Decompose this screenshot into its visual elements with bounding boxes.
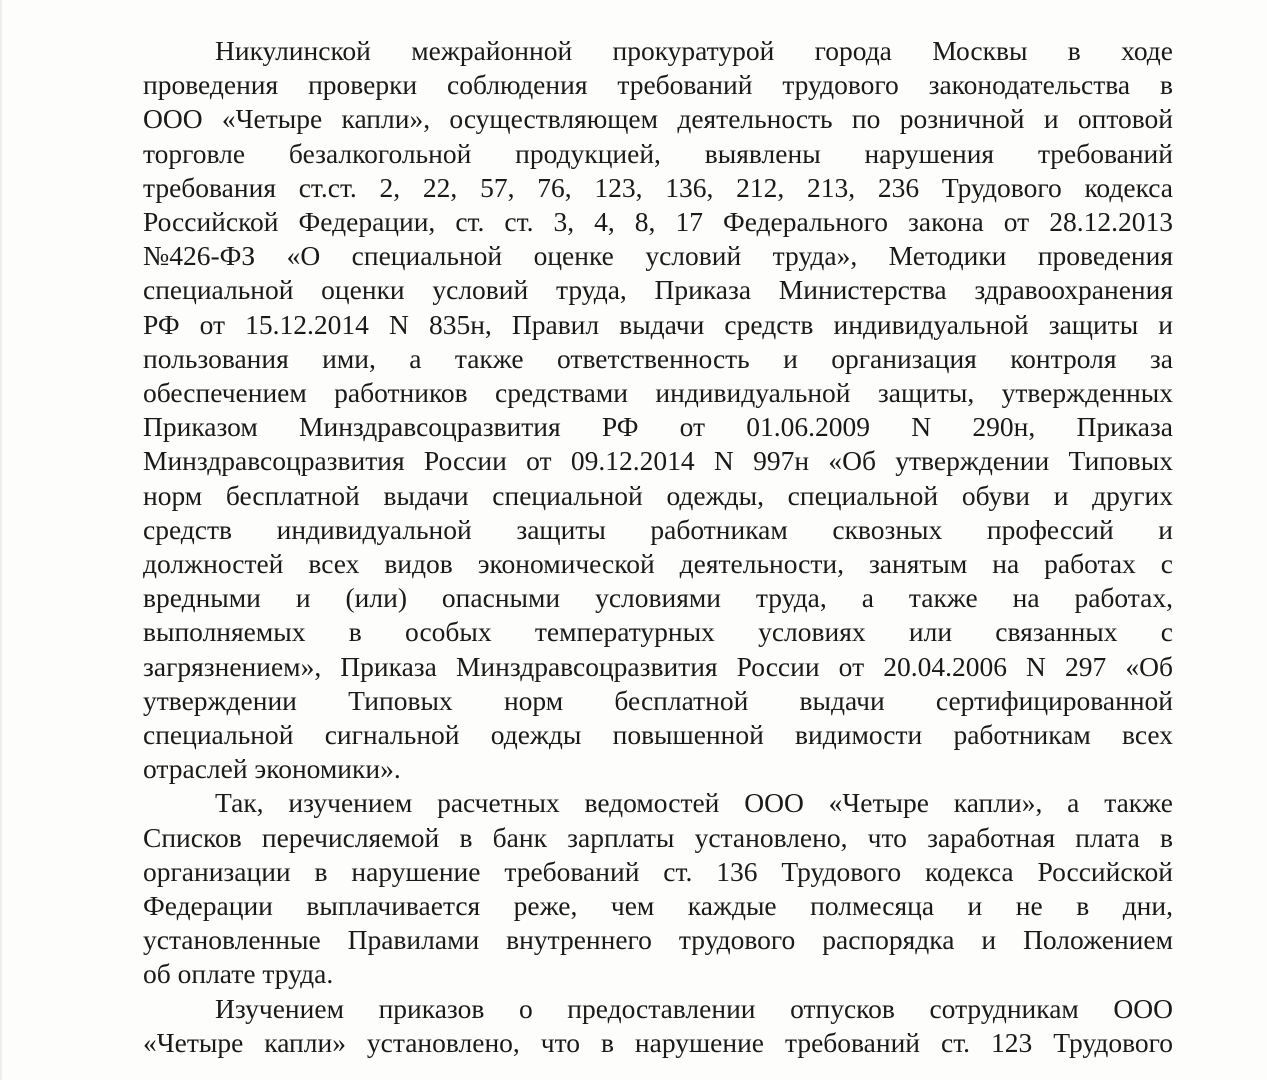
text-line: №426-ФЗ «О специальной оценке условий труда», Методики проведения: [143, 240, 1173, 272]
text-line: Приказом Минздравсоцразвития РФ от 01.06.2009 N 290н, Приказа: [143, 411, 1173, 443]
text-line: средств индивидуальной защиты работникам сквозных профессий и: [143, 513, 1173, 545]
text-line: торговле безалкогольной продукцией, выявлены нарушения требований: [143, 137, 1173, 169]
text-line: Минздравсоцразвития России от 09.12.2014 N 997н «Об утверждении Типовых: [143, 445, 1173, 477]
paragraph-2: [143, 786, 1173, 991]
text-line: требования ст.ст. 2, 22, 57, 76, 123, 136, 212, 213, 236 Трудового кодекса: [143, 171, 1173, 203]
text-line: установленные Правилами внутреннего трудового распорядка и Положением: [143, 924, 1173, 956]
text-line: Федерации выплачивается реже, чем каждые полмесяца и не в дни,: [143, 890, 1173, 922]
scan-edge: [0, 0, 3, 1080]
text-line: РФ от 15.12.2014 N 835н, Правил выдачи средств индивидуальной защиты и: [143, 308, 1173, 340]
text-line: Изучением приказов о предоставлении отпусков сотрудникам ООО: [215, 992, 1173, 1024]
text-line: организации в нарушение требований ст. 136 Трудового кодекса Российской: [143, 855, 1173, 887]
text-line: специальной сигнальной одежды повышенной видимости работникам всех: [143, 719, 1173, 751]
text-line: норм бесплатной выдачи специальной одежды, специальной обуви и других: [143, 479, 1173, 511]
text-line: «Четыре капли» установлено, что в нарушение требований ст. 123 Трудового: [143, 1026, 1173, 1058]
text-line: Так, изучением расчетных ведомостей ООО «Четыре капли», а также: [215, 787, 1173, 819]
text-line: отраслей экономики».: [143, 753, 401, 785]
text-line: специальной оценки условий труда, Приказа Министерства здравоохранения: [143, 274, 1173, 306]
text-line: должностей всех видов экономической деятельности, занятым на работах с: [143, 548, 1173, 580]
text-line: Никулинской межрайонной прокуратурой города Москвы в ходе: [215, 35, 1173, 66]
text-line: обеспечением работников средствами индивидуальной защиты, утвержденных: [143, 377, 1173, 409]
text-line: загрязнением», Приказа Минздравсоцразвития России от 20.04.2006 N 297 «Об: [143, 650, 1173, 682]
text-line: Российской Федерации, ст. ст. 3, 4, 8, 17 Федерального закона от 28.12.2013: [143, 206, 1173, 238]
text-line: утверждении Типовых норм бесплатной выдачи сертифицированной: [143, 684, 1173, 716]
text-line: выполняемых в особых температурных условиях или связанных с: [143, 616, 1173, 648]
text-line: Списков перечисляемой в банк зарплаты установлено, что заработная плата в: [143, 821, 1173, 853]
paragraph-1: [143, 34, 1173, 786]
text-line: вредными и (или) опасными условиями труда, а также на работах,: [143, 582, 1173, 614]
text-line: ООО «Четыре капли», осуществляющем деятельность по розничной и оптовой: [143, 103, 1173, 135]
text-line: об оплате труда.: [143, 958, 334, 990]
text-line: проведения проверки соблюдения требований трудового законодательства в: [143, 69, 1173, 101]
text-line: пользования ими, а также ответственность и организация контроля за: [143, 342, 1173, 374]
document-page: [143, 34, 1173, 1080]
paragraph-3: [143, 992, 1173, 1060]
